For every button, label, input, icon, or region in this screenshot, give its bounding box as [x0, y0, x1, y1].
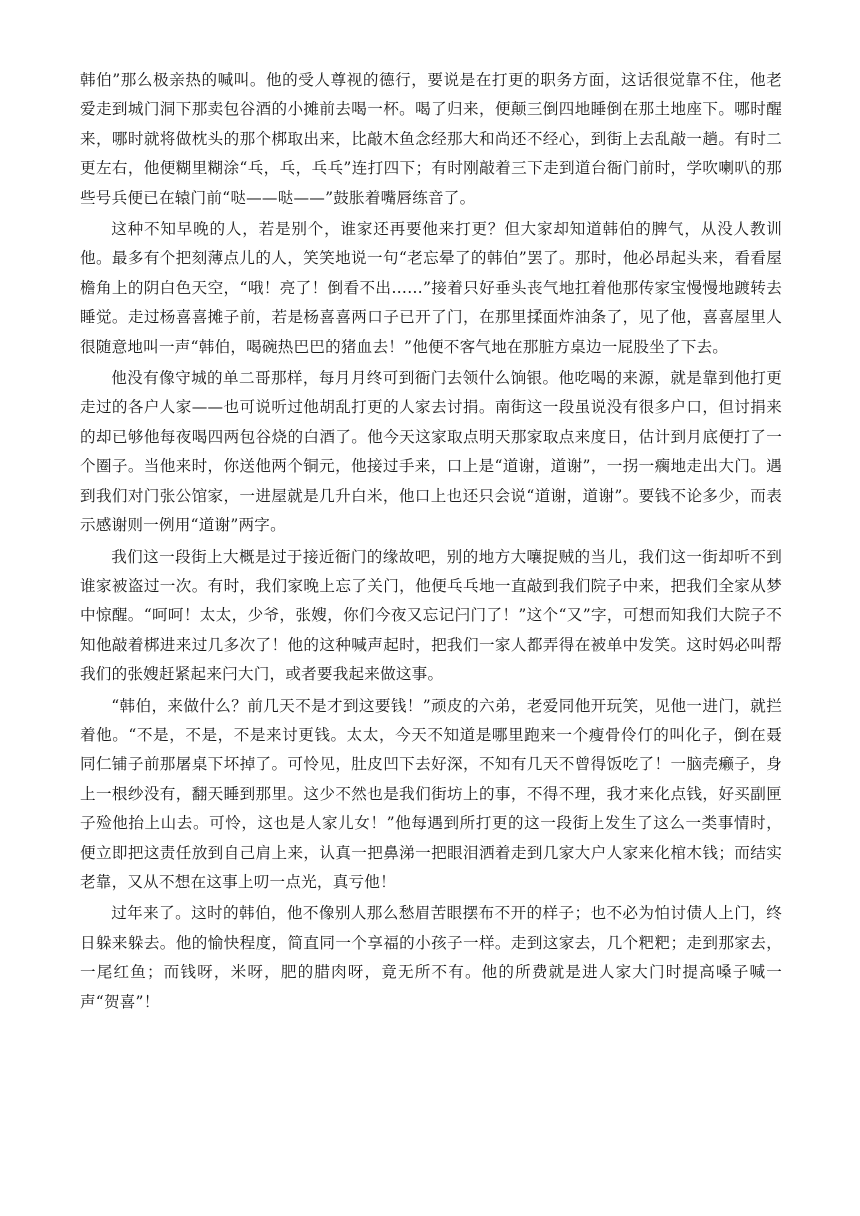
paragraph: 这种不知早晚的人，若是别个，谁家还再要他来打更？但大家却知道韩伯的脾气，从没人教训他。最多有个把刻薄点儿的人，笑笑地说一句“老忘晕了的韩伯”罢了。那时，他必昂起头来，看看屋檐角上的阴白色天空，“哦！亮了！倒看不出……”接着只好垂头丧气地扛着他那传家宝慢慢地踱转去睡觉。走过杨喜喜摊子前，若是杨喜喜两口子已开了门，在那里揉面炸油条了，见了他，喜喜屋里人很随意地叫一声“韩伯，喝碗热巴巴的猪血去！”他便不客气地在那脏方桌边一屁股坐了下去。 — [80, 220, 782, 356]
paragraph: 过年来了。这时的韩伯，他不像别人那么愁眉苦眼摆布不开的样子；也不必为怕讨债人上门，终日躲来躲去。他的愉快程度，简直同一个享福的小孩子一样。走到这家去，几个粑粑；走到那家去，一尾红鱼；而钱呀，米呀，肥的腊肉呀，竟无所不有。他的所费就是进人家大门时提高嗓子喊一声“贺喜”！ — [80, 904, 782, 1011]
document-page — [80, 66, 782, 1017]
paragraph-continuation: 韩伯”那么极亲热的喊叫。他的受人尊视的德行，要说是在打更的职务方面，这话很觉靠不住，他老爱走到城门洞下那卖包谷酒的小摊前去喝一杯。喝了归来，便颠三倒四地睡倒在那土地座下。哪时醒来，哪时就将做枕头的那个梆取出来，比敲木鱼念经那大和尚还不经心，到街上去乱敲一趟。有时二更左右，他便糊里糊涂“乓，乓，乓乓”连打四下；有时刚敲着三下走到道台衙门前时，学吹喇叭的那些号兵便已在辕门前“哒——哒——”鼓胀着嘴唇练音了。 — [80, 71, 782, 207]
paragraph: 我们这一段街上大概是过于接近衙门的缘故吧，别的地方大嚷捉贼的当儿，我们这一街却听不到谁家被盗过一次。有时，我们家晚上忘了关门，他便乓乓地一直敲到我们院子中来，把我们全家从梦中惊醒。“呵呵！太太，少爷，张嫂，你们今夜又忘记闩门了！”这个“又”字，可想而知我们大院子不知他敲着梆进来过几多次了！他的这种喊声起时，把我们一家人都弄得在被单中发笑。这时妈必叫帮我们的张嫂赶紧起来闩大门，或者要我起来做这事。 — [80, 547, 782, 684]
paragraph: “韩伯，来做什么？前几天不是才到这要钱！”顽皮的六弟，老爱同他开玩笑，见他一进门，就拦着他。“不是，不是，不是来讨更钱。太太，今天不知道是哪里跑来一个瘦骨伶仃的叫化子，倒在聂同仁铺子前那屠桌下坏掉了。可怜见，肚皮凹下去好深，不知有几天不曾得饭吃了！一脑壳癞子，身上一根纱没有，翻天睡到那里。这少不然也是我们街坊上的事，不得不理，我才来化点钱，好买副匣子殓他抬上山去。可怜，这也是人家儿女！”他每遇到所打更的这一段街上发生了这么一类事情时，便立即把这责任放到自己肩上来，认真一把鼻涕一把眼泪洒着走到几家大户人家来化棺木钱；而结实老靠，又从不想在这事上叨一点光，真亏他！ — [80, 696, 782, 891]
paragraph: 他没有像守城的单二哥那样，每月月终可到衙门去领什么饷银。他吃喝的来源，就是靠到他打更走过的各户人家——也可说听过他胡乱打更的人家去讨捐。南街这一段虽说没有很多户口，但讨捐来的却已够他每夜喝四两包谷烧的白酒了。他今天这家取点明天那家取点来度日，估计到月底便打了一个圈子。当他来时，你送他两个铜元，他接过手来，口上是“道谢，道谢”，一拐一瘸地走出大门。遇到我们对门张公馆家，一进屋就是几升白米，他口上也还只会说“道谢，道谢”。要钱不论多少，而表示感谢则一例用“道谢”两字。 — [80, 369, 782, 535]
